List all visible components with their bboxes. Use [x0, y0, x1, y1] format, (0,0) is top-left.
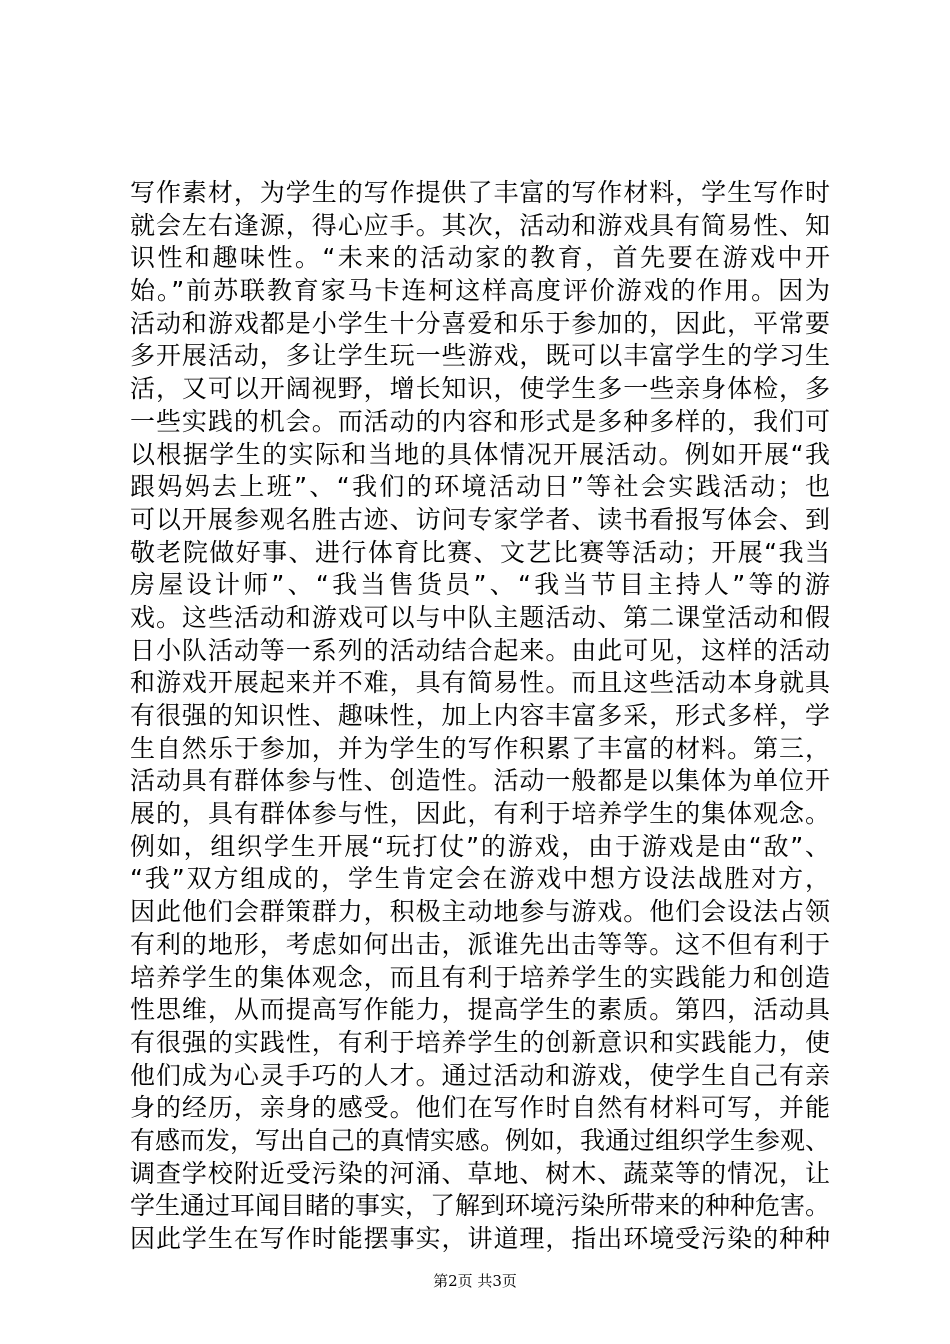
text-line: 活动具有群体参与性、创造性。活动一般都是以集体为单位开: [130, 766, 830, 796]
text-line: 学生通过耳闻目睹的事实，了解到环境污染所带来的种种危害。: [130, 1191, 831, 1221]
text-line: 生自然乐于参加，并为学生的写作积累了丰富的材料。第三，: [130, 733, 830, 763]
text-line: 活动和游戏都是小学生十分喜爱和乐于参加的，因此，平常要: [130, 308, 830, 338]
text-line: 可以开展参观名胜古迹、访问专家学者、读书看报写体会、到: [130, 504, 830, 534]
text-line: 戏。这些活动和游戏可以与中队主题活动、第二课堂活动和假: [130, 602, 830, 632]
text-line: 房屋设计师”、“我当售货员”、“我当节目主持人”等的游: [130, 570, 830, 600]
text-line: 和游戏开展起来并不难，具有简易性。而且这些活动本身就具: [130, 668, 830, 698]
text-line: 因此他们会群策群力，积极主动地参与游戏。他们会设法占领: [130, 897, 830, 927]
text-line: 调查学校附近受污染的河涌、草地、树木、蔬菜等的情况，让: [130, 1158, 830, 1188]
text-line: 培养学生的集体观念，而且有利于培养学生的实践能力和创造: [130, 962, 830, 992]
text-line: 跟妈妈去上班”、“我们的环境活动日”等社会实践活动；也: [130, 472, 830, 502]
text-line: 身的经历，亲身的感受。他们在写作时自然有材料可写，并能: [130, 1093, 830, 1123]
text-line: 展的，具有群体参与性，因此，有利于培养学生的集体观念。: [130, 799, 830, 829]
text-line: 以根据学生的实际和当地的具体情况开展活动。例如开展“我: [130, 439, 830, 469]
text-line: 识性和趣味性。“未来的活动家的教育，首先要在游戏中开: [130, 243, 830, 273]
body-text: [130, 177, 830, 1256]
text-line: 有很强的实践性，有利于培养学生的创新意识和实践能力，使: [130, 1027, 830, 1057]
text-line: 敬老院做好事、进行体育比赛、文艺比赛等活动；开展“我当: [130, 537, 830, 567]
text-line: 活，又可以开阔视野，增长知识，使学生多一些亲身体检，多: [130, 374, 830, 404]
text-line: 性思维，从而提高写作能力，提高学生的素质。第四，活动具: [130, 995, 830, 1025]
text-line: 写作素材，为学生的写作提供了丰富的写作材料，学生写作时: [130, 178, 830, 207]
text-line: 他们成为心灵手巧的人才。通过活动和游戏，使学生自己有亲: [130, 1060, 830, 1090]
text-line: 有利的地形，考虑如何出击，派谁先出击等等。这不但有利于: [130, 929, 830, 959]
text-line: 有感而发，写出自己的真情实感。例如，我通过组织学生参观、: [130, 1125, 831, 1155]
page-footer: 第2页 共3页: [433, 1272, 517, 1290]
text-line: “我”双方组成的，学生肯定会在游戏中想方设法战胜对方，: [130, 864, 830, 894]
text-line: 多开展活动，多让学生玩一些游戏，既可以丰富学生的学习生: [130, 341, 830, 371]
text-line: 有很强的知识性、趣味性，加上内容丰富多采，形式多样，学: [130, 701, 830, 730]
text-line: 始。”前苏联教育家马卡连柯这样高度评价游戏的作用。因为: [130, 276, 830, 306]
text-line: 就会左右逢源，得心应手。其次，活动和游戏具有简易性、知: [130, 210, 830, 240]
text-line: 一些实践的机会。而活动的内容和形式是多种多样的，我们可: [130, 406, 830, 436]
text-line: 例如，组织学生开展“玩打仗”的游戏，由于游戏是由“敌”、: [130, 831, 830, 861]
text-line: 日小队活动等一系列的活动结合起来。由此可见，这样的活动: [130, 635, 830, 665]
text-line: 因此学生在写作时能摆事实，讲道理，指出环境受污染的种种: [130, 1224, 830, 1253]
